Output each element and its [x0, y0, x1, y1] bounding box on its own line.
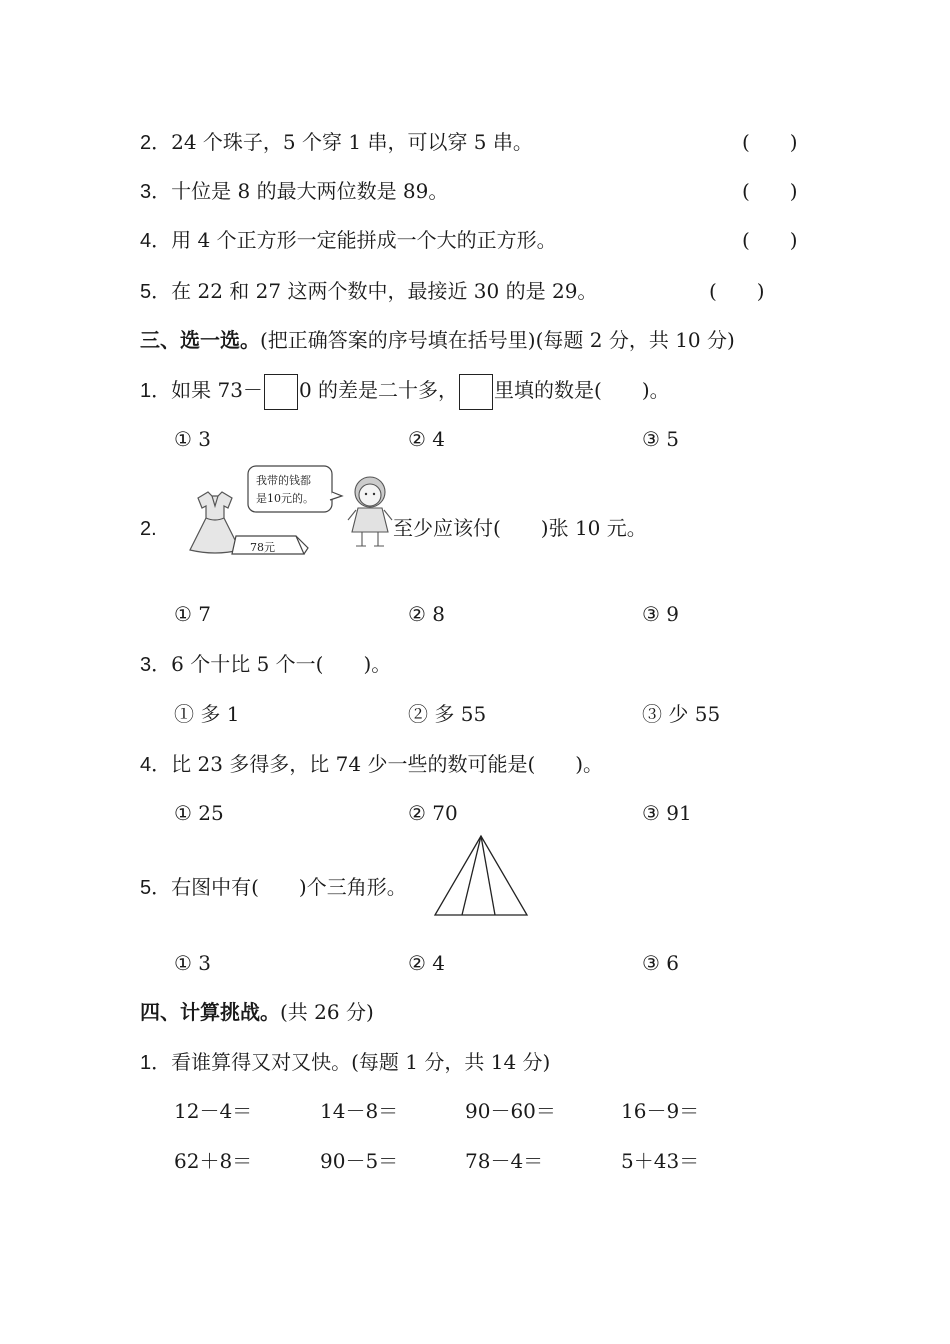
- section-title: 四、计算挑战。: [140, 1000, 280, 1024]
- calc-problem[interactable]: 62＋8＝: [174, 1149, 253, 1173]
- blank-box[interactable]: [264, 374, 298, 410]
- item-text: 24 个珠子，5 个穿 1 串，可以穿 5 串。: [171, 130, 533, 154]
- option-1[interactable]: ① 3: [174, 951, 212, 975]
- option-1[interactable]: ① 多 1: [174, 702, 240, 726]
- section-note: (共 26 分): [280, 1000, 374, 1024]
- question-2-number: [140, 515, 157, 542]
- calc-problem[interactable]: 16－9＝: [621, 1099, 700, 1123]
- question-4: [140, 751, 603, 778]
- blank-box[interactable]: [459, 374, 493, 410]
- answer-paren[interactable]: ( ): [709, 279, 765, 303]
- question-1: [140, 370, 670, 411]
- question-3: [140, 651, 391, 678]
- item-number: 2．: [140, 132, 172, 154]
- answer-paren[interactable]: ( ): [742, 179, 798, 203]
- option-3[interactable]: ③ 9: [642, 602, 680, 626]
- item-number: 1．: [140, 1052, 172, 1074]
- price-tag: [232, 536, 308, 554]
- calc-problem[interactable]: 5＋43＝: [621, 1149, 700, 1173]
- item-number: 5．: [140, 877, 172, 899]
- question-text: 6 个十比 5 个一( )。: [171, 652, 392, 676]
- bubble-text-2: 是10元的。: [256, 492, 314, 505]
- item-number: 4．: [140, 754, 172, 776]
- item-number: 3．: [140, 181, 172, 203]
- option-3[interactable]: ③ 6: [642, 951, 680, 975]
- girl-icon: [348, 477, 392, 546]
- question-text: 如果 73－: [171, 378, 263, 402]
- tf-item-3: [140, 178, 448, 205]
- section-3-heading: [140, 327, 735, 353]
- calc-instruction: [140, 1049, 550, 1076]
- question-2-text: 至少应该付( )张 10 元。: [393, 516, 647, 540]
- section-4-heading: [140, 999, 374, 1025]
- option-2[interactable]: ② 4: [408, 427, 446, 451]
- option-1[interactable]: ① 3: [174, 427, 212, 451]
- section-title: 三、选一选。: [140, 328, 260, 352]
- item-text: 用 4 个正方形一定能拼成一个大的正方形。: [171, 228, 557, 252]
- question-text: 里填的数是( )。: [494, 378, 670, 402]
- bubble-text-1: 我带的钱都: [256, 474, 311, 487]
- option-3[interactable]: ③ 91: [642, 801, 692, 825]
- option-1[interactable]: ① 25: [174, 801, 224, 825]
- item-number: 5．: [140, 281, 172, 303]
- option-2[interactable]: ② 4: [408, 951, 446, 975]
- q2-illustration: [170, 462, 395, 562]
- triangle-figure: [432, 834, 530, 918]
- tf-item-5: [140, 278, 597, 305]
- dress-icon: [190, 492, 240, 553]
- calc-problem[interactable]: 90－60＝: [465, 1099, 556, 1123]
- section-note: (把正确答案的序号填在括号里)(每题 2 分，共 10 分): [260, 328, 735, 352]
- item-number: 3．: [140, 654, 172, 676]
- question-text: 看谁算得又对又快。(每题 1 分，共 14 分): [171, 1050, 551, 1074]
- item-number: 2.: [140, 518, 157, 540]
- item-text: 在 22 和 27 这两个数中，最接近 30 的是 29。: [171, 279, 598, 303]
- speech-bubble: [248, 466, 342, 512]
- calc-problem[interactable]: 14－8＝: [320, 1099, 399, 1123]
- option-3[interactable]: ③ 5: [642, 427, 680, 451]
- tf-item-4: [140, 227, 557, 254]
- option-3[interactable]: ③ 少 55: [642, 702, 721, 726]
- item-text: 十位是 8 的最大两位数是 89。: [171, 179, 449, 203]
- option-2[interactable]: ② 多 55: [408, 702, 487, 726]
- answer-paren[interactable]: ( ): [742, 228, 798, 252]
- tf-item-2: [140, 129, 533, 156]
- option-1[interactable]: ① 7: [174, 602, 212, 626]
- option-2[interactable]: ② 70: [408, 801, 458, 825]
- item-number: 4．: [140, 230, 172, 252]
- price-label: 78元: [250, 541, 275, 554]
- calc-problem[interactable]: 12－4＝: [174, 1099, 253, 1123]
- calc-problem[interactable]: 90－5＝: [320, 1149, 399, 1173]
- question-text: 比 23 多得多，比 74 少一些的数可能是( )。: [171, 752, 604, 776]
- item-number: 1．: [140, 380, 172, 402]
- question-text: 右图中有( )个三角形。: [171, 875, 407, 899]
- calc-problem[interactable]: 78－4＝: [465, 1149, 544, 1173]
- option-2[interactable]: ② 8: [408, 602, 446, 626]
- question-5: [140, 874, 407, 901]
- question-text: 0 的差是二十多，: [298, 378, 459, 402]
- answer-paren[interactable]: ( ): [742, 130, 798, 154]
